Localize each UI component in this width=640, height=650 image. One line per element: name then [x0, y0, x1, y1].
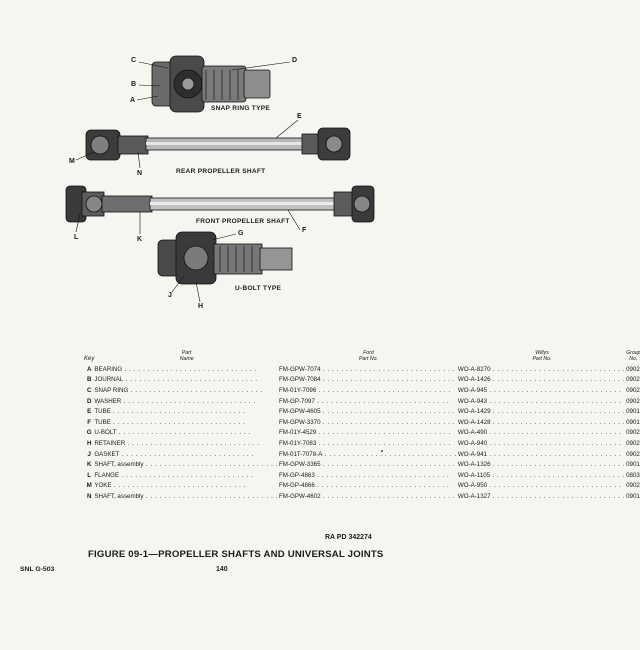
- table-row: [84, 491, 640, 502]
- header-key-label: Key: [84, 356, 95, 362]
- row-key: L: [87, 471, 92, 479]
- row-key-cell: [84, 396, 94, 407]
- callout-f: F: [302, 227, 307, 234]
- caption-snap-ring-type: SNAP RING TYPE: [211, 105, 270, 112]
- row-part-name: GASKET . . .: [94, 451, 255, 458]
- row-ford-part-no: FM-01Y-7096 . . .: [279, 387, 452, 394]
- callout-n: N: [137, 170, 143, 177]
- table-row: [84, 417, 640, 428]
- row-group-no: 0902: [626, 482, 640, 490]
- row-key: K: [86, 461, 92, 469]
- row-group-no-cell: [626, 375, 640, 386]
- row-ford-part-no-cell: [279, 459, 458, 470]
- header-name-label: Name: [179, 356, 194, 362]
- table-row: [84, 396, 640, 407]
- row-ford-part-no-cell: [279, 428, 458, 439]
- row-ford-part-no: FM-GP-4863 . . .: [279, 472, 450, 479]
- header-willys-label: Willys: [535, 350, 549, 356]
- row-key: D: [86, 397, 92, 405]
- row-part-name-cell: [94, 470, 279, 481]
- row-key-cell: [84, 449, 94, 460]
- row-ford-part-no-cell: [279, 438, 458, 449]
- row-part-name-cell: [94, 428, 279, 439]
- row-willys-part-no: WO-A-945 . . .: [458, 387, 623, 394]
- row-part-name-cell: [94, 364, 279, 375]
- header-ford-partno-label: Part No.: [358, 356, 378, 362]
- row-group-no: 0901: [626, 492, 640, 500]
- row-group-no-cell: [626, 428, 640, 439]
- row-group-no-cell: [626, 417, 640, 428]
- row-willys-part-no-cell: [458, 406, 626, 417]
- figure-title: FIGURE 09-1—PROPELLER SHAFTS AND UNIVERSAL JOINTS: [88, 549, 384, 560]
- table-row: [84, 375, 640, 386]
- row-willys-part-no: WO-A-8270 . . .: [458, 366, 626, 373]
- row-key: B: [86, 376, 92, 384]
- row-willys-part-no: WO-A-1327 . . .: [458, 493, 626, 500]
- row-ford-part-no: FM-GP-4866 . . .: [279, 482, 450, 489]
- row-part-name: RETAINER . . .: [94, 440, 260, 447]
- stray-mark: [381, 450, 383, 452]
- row-key-cell: [84, 438, 94, 449]
- row-ford-part-no: FM-GPW-4602 . . .: [279, 493, 456, 500]
- table-row: [84, 364, 640, 375]
- snap-ring-joint-drawing: [152, 56, 270, 112]
- caption-front-propeller-shaft: FRONT PROPELLER SHAFT: [196, 218, 290, 225]
- header-group-label: Group: [626, 350, 640, 356]
- row-group-no: 0901: [626, 461, 640, 469]
- table-row: [84, 438, 640, 449]
- row-ford-part-no: FM-GP-7097 . . .: [279, 398, 450, 405]
- row-willys-part-no-cell: [458, 428, 626, 439]
- row-group-no-cell: [626, 470, 640, 481]
- row-group-no-cell: [626, 396, 640, 407]
- row-group-no-cell: [626, 459, 640, 470]
- header-group-no-label: No.: [629, 356, 638, 362]
- row-ford-part-no: FM-GPW-4605 . . .: [279, 408, 456, 415]
- row-ford-part-no-cell: [279, 470, 458, 481]
- header-ford-label: Ford: [363, 350, 374, 356]
- row-willys-part-no-cell: [458, 385, 626, 396]
- row-group-no: 0902: [626, 450, 640, 458]
- row-part-name-cell: [94, 449, 279, 460]
- row-ford-part-no-cell: [279, 417, 458, 428]
- row-group-no: 0902: [626, 365, 640, 373]
- callout-l: L: [74, 234, 79, 241]
- header-willys-partno-label: Part No.: [532, 356, 552, 362]
- row-willys-part-no-cell: [458, 417, 626, 428]
- row-ford-part-no-cell: [279, 491, 458, 502]
- callout-k: K: [137, 236, 143, 243]
- parts-table: [84, 350, 640, 502]
- row-part-name-cell: [94, 396, 279, 407]
- row-part-name: SHAFT, assembly . . .: [94, 493, 279, 500]
- row-ford-part-no: FM-GPW-3370 . . .: [279, 419, 456, 426]
- row-ford-part-no-cell: [279, 406, 458, 417]
- row-willys-part-no-cell: [458, 375, 626, 386]
- table-row: [84, 481, 640, 492]
- row-part-name-cell: [94, 438, 279, 449]
- caption-u-bolt-type: U-BOLT TYPE: [235, 285, 282, 292]
- callout-a: A: [130, 97, 136, 104]
- table-row: [84, 459, 640, 470]
- callout-m: M: [69, 158, 76, 165]
- snl-number: SNL G-503: [20, 566, 55, 573]
- row-group-no: 0902: [626, 439, 640, 447]
- row-willys-part-no-cell: [458, 459, 626, 470]
- row-key-cell: [84, 459, 94, 470]
- row-ford-part-no-cell: [279, 396, 458, 407]
- row-part-name: TUBE . . .: [94, 408, 246, 415]
- callout-e: E: [297, 113, 302, 120]
- row-key-cell: [84, 385, 94, 396]
- caption-rear-propeller-shaft: REAR PROPELLER SHAFT: [176, 168, 266, 175]
- row-willys-part-no: WO-A-1429 . . .: [458, 408, 626, 415]
- ra-pd-number: RA PD 342274: [325, 534, 372, 541]
- row-ford-part-no: FM-01T-7078-A . . .: [279, 451, 458, 458]
- row-group-no: 0902: [626, 376, 640, 384]
- row-part-name-cell: [94, 385, 279, 396]
- row-group-no-cell: [626, 438, 640, 449]
- row-part-name: FLANGE . . .: [94, 472, 254, 479]
- row-willys-part-no-cell: [458, 364, 626, 375]
- row-key: G: [86, 429, 92, 437]
- row-part-name-cell: [94, 481, 279, 492]
- header-group-no: [626, 350, 640, 364]
- row-ford-part-no: FM-01Y-4529 . . .: [279, 429, 452, 436]
- row-willys-part-no: WO-A-950 . . .: [458, 482, 623, 489]
- callout-d: D: [292, 57, 298, 64]
- row-key: A: [86, 365, 92, 373]
- row-group-no: 0902: [626, 429, 640, 437]
- row-part-name-cell: [94, 406, 279, 417]
- callout-c: C: [131, 57, 137, 64]
- row-ford-part-no: FM-GPW-7074 . . .: [279, 366, 456, 373]
- row-key-cell: [84, 375, 94, 386]
- u-bolt-joint-drawing: [158, 232, 292, 284]
- row-willys-part-no-cell: [458, 491, 626, 502]
- row-part-name: YOKE . . .: [94, 482, 247, 489]
- row-willys-part-no: WO-A-1105 . . .: [458, 472, 626, 479]
- row-group-no-cell: [626, 385, 640, 396]
- row-part-name-cell: [94, 459, 279, 470]
- row-willys-part-no-cell: [458, 470, 626, 481]
- row-willys-part-no: WO-A-1426 . . .: [458, 376, 626, 383]
- row-ford-part-no-cell: [279, 481, 458, 492]
- row-ford-part-no: FM-01Y-7083 . . .: [279, 440, 452, 447]
- row-group-no-cell: [626, 491, 640, 502]
- page-number: 140: [216, 566, 228, 573]
- rear-propeller-shaft-drawing: [86, 128, 350, 160]
- row-ford-part-no-cell: [279, 375, 458, 386]
- row-key: H: [86, 439, 92, 447]
- row-key: F: [87, 418, 92, 426]
- row-group-no: 0902: [626, 397, 640, 405]
- callout-b: B: [131, 81, 137, 88]
- callout-h: H: [198, 303, 204, 310]
- row-key: E: [87, 408, 92, 416]
- row-part-name: BEARING . . .: [94, 366, 257, 373]
- header-part-label: Part: [181, 350, 192, 356]
- row-part-name: JOURNAL . . .: [94, 376, 258, 383]
- row-group-no-cell: [626, 481, 640, 492]
- table-row: [84, 385, 640, 396]
- row-group-no-cell: [626, 406, 640, 417]
- table-row: [84, 449, 640, 460]
- row-key-cell: [84, 428, 94, 439]
- row-ford-part-no: FM-GPW-7084 . . .: [279, 376, 456, 383]
- row-willys-part-no: WO-A-941 . . .: [458, 451, 623, 458]
- callout-j: J: [168, 292, 173, 299]
- row-part-name-cell: [94, 375, 279, 386]
- row-group-no: 0803: [626, 471, 640, 479]
- row-group-no: 0901: [626, 418, 640, 426]
- row-willys-part-no: WO-A-490 . . .: [458, 429, 623, 436]
- row-part-name-cell: [94, 417, 279, 428]
- row-ford-part-no: FM-GPW-3365 . . .: [279, 461, 456, 468]
- row-group-no-cell: [626, 364, 640, 375]
- table-row: [84, 406, 640, 417]
- row-key-cell: [84, 406, 94, 417]
- parts-table-header: [84, 350, 640, 364]
- callout-g: G: [238, 230, 244, 237]
- row-willys-part-no-cell: [458, 481, 626, 492]
- row-key-cell: [84, 364, 94, 375]
- row-willys-part-no: WO-A-943 . . .: [458, 398, 623, 405]
- row-group-no: 0901: [626, 408, 640, 416]
- row-part-name-cell: [94, 491, 279, 502]
- table-row: [84, 428, 640, 439]
- row-willys-part-no-cell: [458, 449, 626, 460]
- row-ford-part-no-cell: [279, 364, 458, 375]
- row-ford-part-no-cell: [279, 449, 458, 460]
- row-key: J: [87, 450, 91, 458]
- row-key: C: [86, 386, 92, 394]
- header-ford-part-no: [279, 350, 458, 364]
- row-willys-part-no-cell: [458, 438, 626, 449]
- row-key-cell: [84, 417, 94, 428]
- row-willys-part-no-cell: [458, 396, 626, 407]
- row-key-cell: [84, 491, 94, 502]
- row-key-cell: [84, 470, 94, 481]
- row-willys-part-no: WO-A-1428 . . .: [458, 419, 626, 426]
- table-row: [84, 470, 640, 481]
- row-group-no-cell: [626, 449, 640, 460]
- row-part-name: SNAP RING . . .: [94, 387, 263, 394]
- header-key: [84, 350, 94, 364]
- header-willys-part-no: [458, 350, 626, 364]
- row-key: N: [86, 492, 92, 500]
- row-part-name: U-BOLT . . .: [94, 429, 252, 436]
- row-willys-part-no: WO-A-940 . . .: [458, 440, 623, 447]
- row-ford-part-no-cell: [279, 385, 458, 396]
- row-part-name: WASHER . . .: [94, 398, 256, 405]
- row-willys-part-no: WO-A-1326 . . .: [458, 461, 626, 468]
- row-key: M: [86, 482, 92, 490]
- row-key-cell: [84, 481, 94, 492]
- front-propeller-shaft-drawing: [66, 186, 374, 222]
- row-group-no: 0902: [626, 386, 640, 394]
- row-part-name: SHAFT, assembly . . .: [94, 461, 279, 468]
- row-part-name: TUBE . . .: [94, 419, 246, 426]
- header-part-name: [94, 350, 279, 364]
